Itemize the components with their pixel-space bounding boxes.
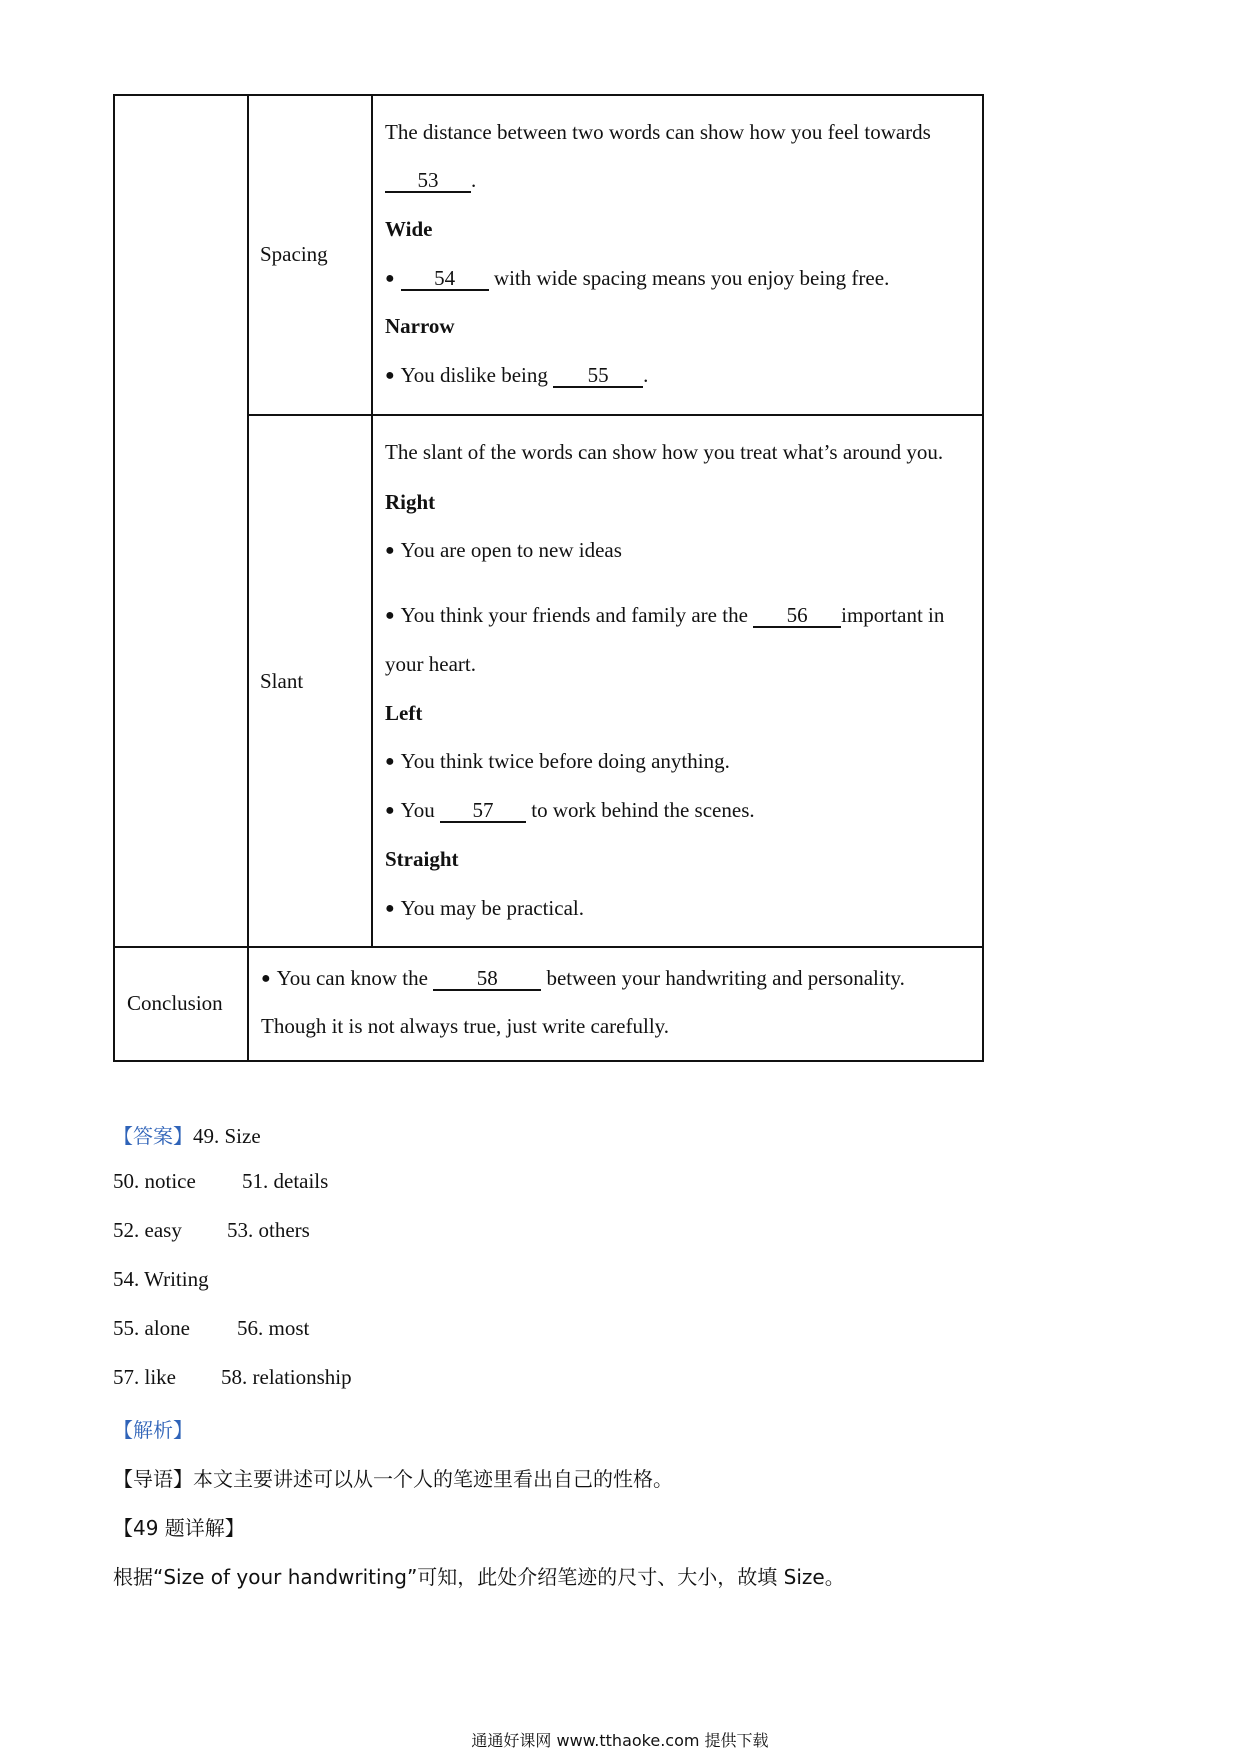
bullet-icon: ● [385,607,395,624]
table-divider [247,414,984,416]
bullet-icon: ● [385,542,395,559]
answer-58: 58. relationship [221,1365,352,1389]
right-line-2: ● You think your friends and family are the 56 important in [385,603,945,627]
answer-57: 57. like [113,1365,176,1389]
answer-53: 53. others [227,1218,310,1242]
answer-55: 55. alone [113,1316,190,1340]
bullet-icon: ● [261,970,271,987]
answer-50: 50. notice [113,1169,196,1193]
wide-line: ● 54 with wide spacing means you enjoy being free. [385,266,890,290]
spacing-label: Spacing [260,242,328,266]
table-divider [371,96,373,948]
bullet-icon: ● [385,753,395,770]
right-line-1: ● You are open to new ideas [385,538,622,562]
blank-54[interactable]: 54 [401,267,489,291]
table-divider [247,96,249,948]
right-line-2-cont: your heart. [385,652,476,676]
left-heading: Left [385,701,423,725]
answer-tag: 【答案】 [113,1124,193,1148]
blank-53[interactable]: 53 [385,169,471,193]
table-divider [115,946,984,948]
conclusion-line-1: ● You can know the 58 between your handwriting and personality. [261,966,905,990]
answer-54: 54. Writing [113,1267,209,1291]
left-line-1: ● You think twice before doing anything. [385,749,730,773]
spacing-intro: The distance between two words can show how you feel towards [385,120,931,144]
table-divider [247,948,249,1062]
blank-55[interactable]: 55 [553,364,643,388]
narrow-line: ● You dislike being 55 . [385,363,649,387]
q49-text: 根据“Size of your handwriting”可知，此处介绍笔迹的尺寸、大小，故填 Size。 [113,1565,845,1589]
answer-line-49: 【答案】49. Size [113,1124,261,1148]
right-heading: Right [385,490,436,514]
analysis-tag: 【解析】 [113,1418,193,1442]
analysis-guide: 【导语】本文主要讲述可以从一个人的笔迹里看出自己的性格。 [113,1467,673,1491]
bullet-icon: ● [385,900,395,917]
answer-51: 51. details [242,1169,329,1193]
blank-56[interactable]: 56 [753,604,841,628]
bullet-icon: ● [385,802,395,819]
answer-52: 52. easy [113,1218,182,1242]
blank-57[interactable]: 57 [440,799,526,823]
slant-intro: The slant of the words can show how you treat what’s around you. [385,440,944,464]
handwriting-table [113,94,984,1062]
conclusion-line-2: Though it is not always true, just write carefully. [261,1014,670,1038]
conclusion-label: Conclusion [127,991,223,1015]
bullet-icon: ● [385,270,395,287]
q49-heading: 【49 题详解】 [113,1516,245,1540]
blank-58[interactable]: 58 [433,967,541,991]
narrow-heading: Narrow [385,314,455,338]
bullet-icon: ● [385,367,395,384]
straight-heading: Straight [385,847,459,871]
wide-heading: Wide [385,217,433,241]
straight-line-1: ● You may be practical. [385,896,584,920]
left-line-2: ● You 57 to work behind the scenes. [385,798,755,822]
slant-label: Slant [260,669,304,693]
page-footer: 通通好课网 www.tthaoke.com 提供下载 [471,1731,769,1750]
spacing-intro-blank-line: 53 . [385,168,476,193]
answer-56: 56. most [237,1316,310,1340]
